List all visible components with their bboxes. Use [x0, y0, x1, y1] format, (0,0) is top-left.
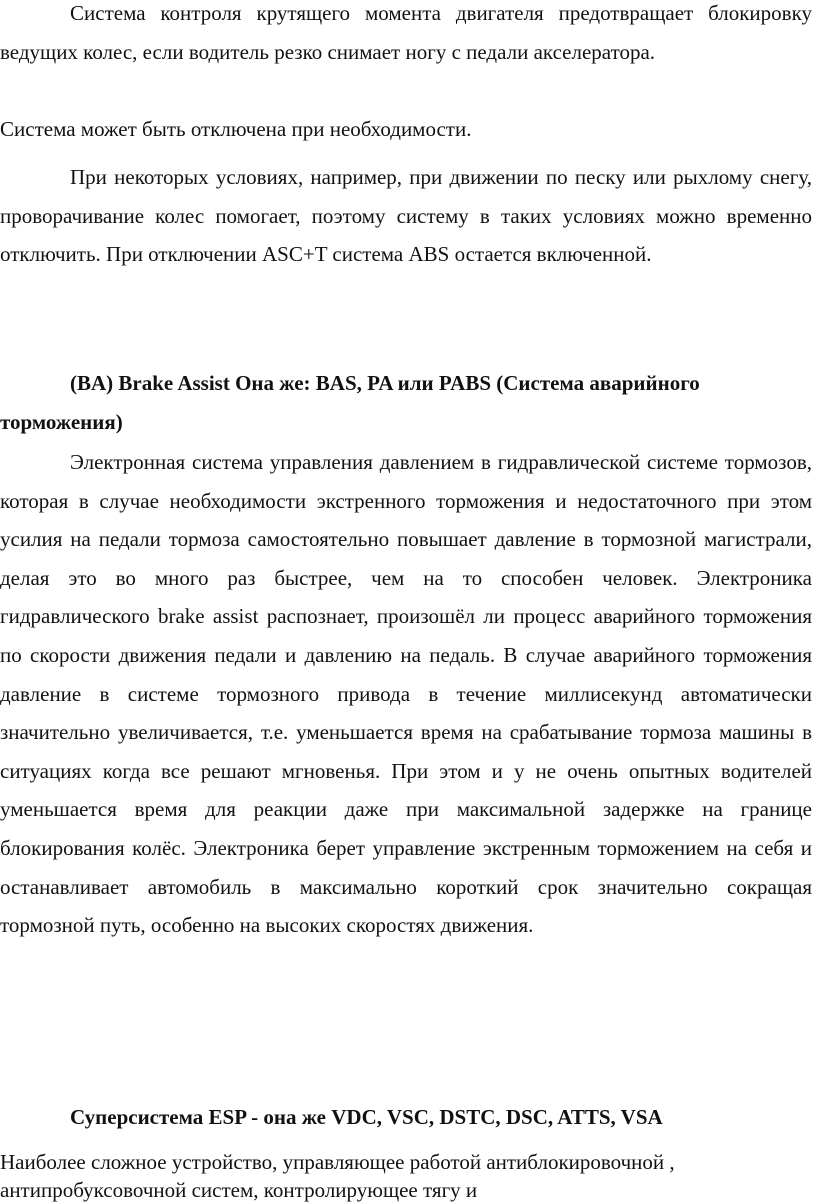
heading-esp: Суперсистема ESP - она же VDC, VSC, DSTC, DSC, ATTS, VSA [70, 1105, 663, 1129]
paragraph-disable-note: Система может быть отключена при необходимости. [0, 117, 472, 141]
paragraph-asc-t: При некоторых условиях, например, при движении по песку или рыхлому снегу, проворачивание колес помогает, поэтому систему в таких условиях можно временно отключить. При отключении ASC+T система ABS остается включенной. [0, 165, 812, 267]
paragraph-torque-control: Система контроля крутящего момента двигателя предотвращает блокировку ведущих колес, если водитель резко снимает ногу с педали акселератора. [0, 1, 812, 64]
heading-brake-assist: (BA) Brake Assist Она же: BAS, PA или PABS (Система аварийного торможения) [0, 371, 700, 434]
paragraph-brake-assist: Электронная система управления давлением в гидравлической системе тормозов, которая в случае необходимости экстренного торможения и недостаточного при этом усилия на педали тормоза самостоятельно повышает давление в тормозной магистрали, делая это во много раз быстрее, чем на то способен человек. Электроника гидравлического brake assist распознает, произошёл ли процесс аварийного торможения по скорости движения педали и давлению на педаль. В случае аварийного торможения давление в системе тормозного привода в течение миллисекунд автоматически значительно увеличивается, т.е. уменьшается время на срабатывание тормоза машины в ситуациях когда все решают мгновенья. При этом и у не очень опытных водителей уменьшается время для реакции даже при максимальной задержке на границе блокирования колёс. Электроника берет управление экстренным торможением на себя и останавливает автомобиль в максимально короткий срок значительно сокращая тормозной путь, особенно на высоких скоростях движения. [0, 450, 812, 938]
paragraph-esp-line-2: антипробуксовочной систем, контролирующее тягу и [0, 1178, 478, 1202]
paragraph-esp-line-1: Наиболее сложное устройство, управляющее работой антиблокировочной , [0, 1150, 675, 1174]
